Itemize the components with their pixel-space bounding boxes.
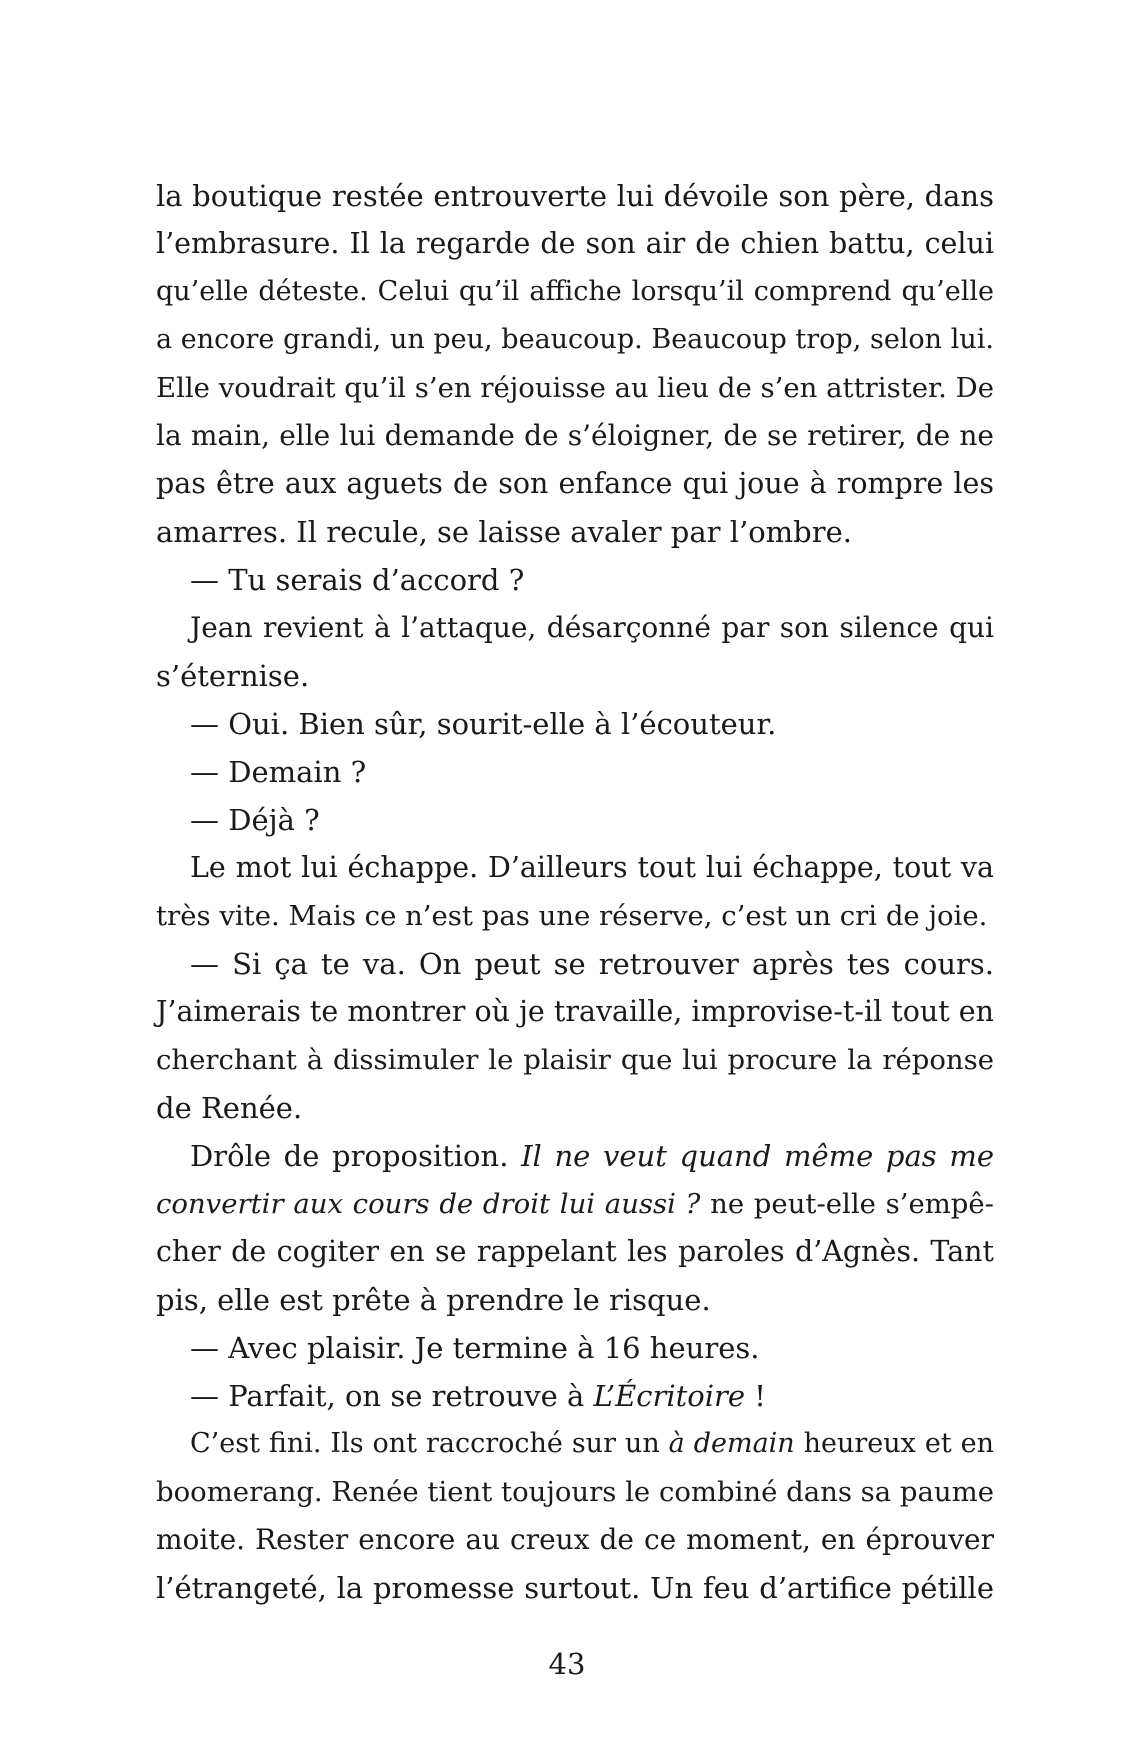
text-line <box>156 1180 994 1228</box>
text-line <box>156 940 994 988</box>
text-run: — Si ça te va. On peut se retrouver après tes cours. <box>190 947 994 981</box>
text-run: la main, elle lui demande de s’éloigner, de se retirer, de ne <box>156 419 994 452</box>
text-line <box>156 316 994 364</box>
text-line <box>156 1324 994 1372</box>
text-line <box>156 700 994 748</box>
text-run: de Renée. <box>156 1091 303 1125</box>
italic-text: L’Écritoire <box>593 1379 746 1413</box>
text-line <box>156 892 994 940</box>
text-line <box>156 652 994 700</box>
text-line <box>156 604 994 652</box>
page-number: 43 <box>548 1647 586 1681</box>
text-run: cher de cogiter en se rappelant les paroles d’Agnès. Tant <box>156 1235 994 1268</box>
text-line <box>156 796 994 844</box>
text-line <box>156 508 994 556</box>
text-line <box>156 1372 994 1420</box>
text-run: pas être aux aguets de son enfance qui joue à rompre les <box>156 467 994 500</box>
text-run: J’aimerais te montrer où je travaille, improvise-t-il tout en <box>156 995 994 1028</box>
italic-text: Il ne veut quand même pas me <box>521 1139 994 1173</box>
text-line <box>156 1276 994 1324</box>
text-run: la boutique restée entrouverte lui dévoile son père, dans <box>156 179 994 213</box>
text-run: a encore grandi, un peu, beaucoup. Beaucoup trop, selon lui. <box>156 324 994 355</box>
text-line <box>156 1420 994 1468</box>
text-run: ! <box>745 1379 766 1413</box>
text-run: — Déjà ? <box>190 803 320 837</box>
text-run: très vite. Mais ce n’est pas une réserve, c’est un cri de joie. <box>156 900 988 932</box>
text-line <box>156 556 994 604</box>
text-line <box>156 172 994 220</box>
text-run: — Oui. Bien sûr, sourit-elle à l’écouteur. <box>190 707 777 741</box>
text-line <box>156 1084 994 1132</box>
text-run: — Parfait, on se retrouve à <box>190 1379 594 1413</box>
text-run: qu’elle déteste. Celui qu’il affiche lorsqu’il comprend qu’elle <box>156 276 994 307</box>
text-line <box>156 1132 994 1180</box>
text-run: — Avec plaisir. Je termine à 16 heures. <box>190 1331 760 1365</box>
text-line <box>156 844 994 892</box>
text-line <box>156 1564 994 1612</box>
text-line <box>156 268 994 316</box>
text-line <box>156 460 994 508</box>
text-run: s’éternise. <box>156 659 310 693</box>
text-run: l’embrasure. Il la regarde de son air de chien battu, celui <box>156 227 994 260</box>
italic-text: à demain <box>668 1428 795 1459</box>
text-line <box>156 988 994 1036</box>
text-line <box>156 1228 994 1276</box>
text-run: — Demain ? <box>190 755 367 789</box>
text-run: heureux et en <box>794 1428 994 1459</box>
text-run: Le mot lui échappe. D’ailleurs tout lui échappe, tout va <box>190 851 994 884</box>
text-run: cherchant à dissimuler le plaisir que lui procure la réponse <box>156 1044 994 1076</box>
italic-text: convertir aux cours de droit lui aussi ? <box>156 1188 701 1220</box>
text-run: l’étrangeté, la promesse surtout. Un feu d’artifice pétille <box>156 1571 994 1605</box>
text-line <box>156 412 994 460</box>
text-run: moite. Rester encore au creux de ce moment, en éprouver <box>156 1523 994 1556</box>
text-line <box>156 1468 994 1516</box>
text-line <box>156 364 994 412</box>
text-line <box>156 1516 994 1564</box>
text-run: C’est fini. Ils ont raccroché sur un <box>190 1428 669 1459</box>
text-run: pis, elle est prête à prendre le risque. <box>156 1283 711 1317</box>
text-line <box>156 1036 994 1084</box>
text-run: ne peut-elle s’empê- <box>700 1188 994 1220</box>
text-line <box>156 748 994 796</box>
text-run: Jean revient à l’attaque, désarçonné par son silence qui <box>190 611 994 644</box>
text-line <box>156 220 994 268</box>
text-run: Drôle de proposition. <box>190 1139 522 1173</box>
text-run: Elle voudrait qu’il s’en réjouisse au lieu de s’en attrister. De <box>156 372 994 404</box>
text-run: amarres. Il recule, se laisse avaler par l’ombre. <box>156 515 852 549</box>
text-run: boomerang. Renée tient toujours le combiné dans sa paume <box>156 1476 994 1508</box>
body-text <box>156 172 994 1612</box>
text-run: — Tu serais d’accord ? <box>190 563 525 597</box>
